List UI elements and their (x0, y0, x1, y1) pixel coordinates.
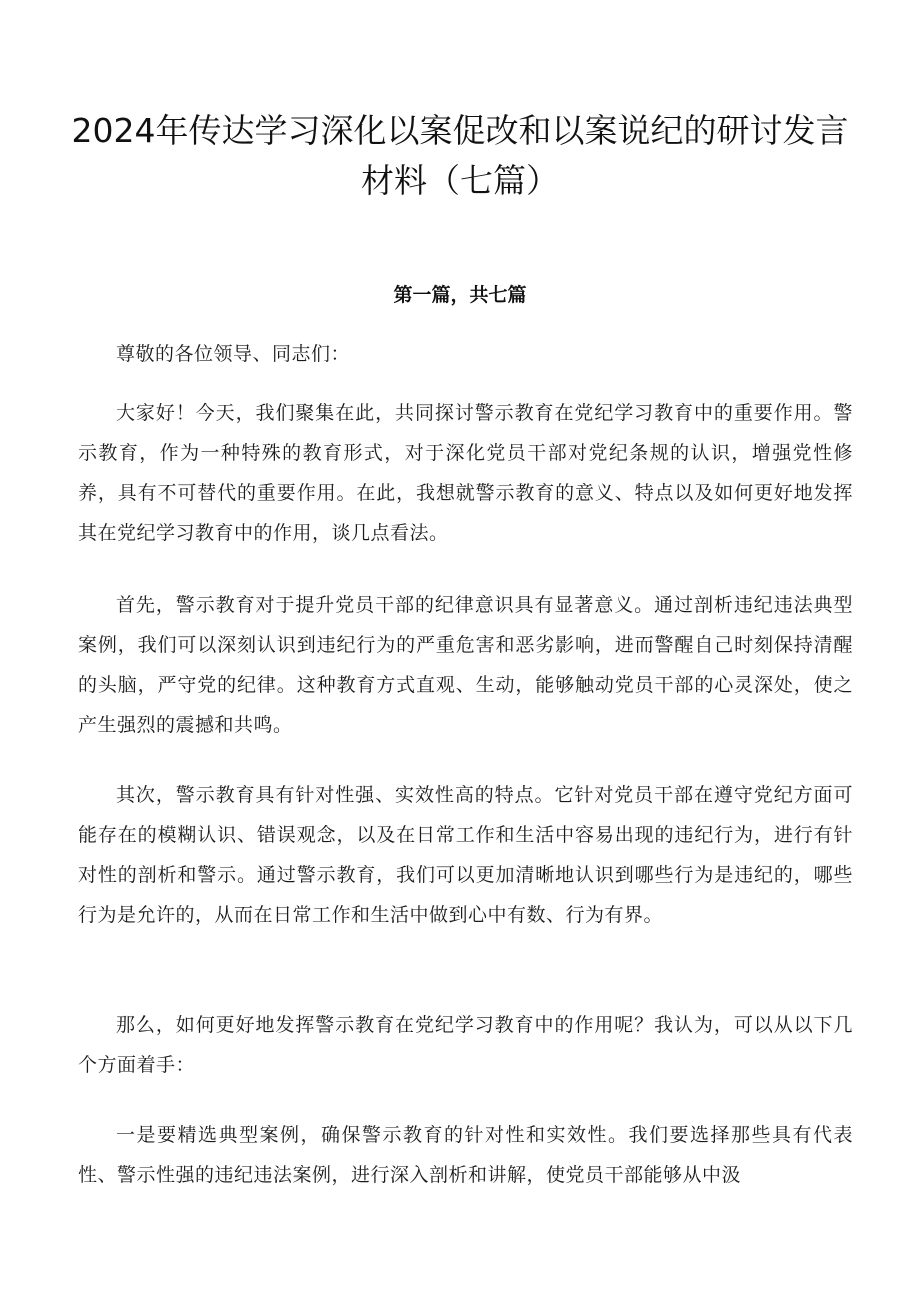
paragraph: 那么，如何更好地发挥警示教育在党纪学习教育中的作用呢？我认为，可以从以下几个方面着手： (78, 1014, 853, 1076)
paragraph: 首先，警示教育对于提升党员干部的纪律意识具有显著意义。通过剖析违纪违法典型案例，我们可以深刻认识到违纪行为的严重危害和恶劣影响，进而警醒自己时刻保持清醒的头脑，严守党的纪律。这种教育方式直观、生动，能够触动党员干部的心灵深处，使之产生强烈的震撼和共鸣。 (78, 594, 853, 736)
paragraph: 其次，警示教育具有针对性强、实效性高的特点。它针对党员干部在遵守党纪方面可能存在的模糊认识、错误观念，以及在日常工作和生活中容易出现的违纪行为，进行有针对性的剖析和警示。通过警示教育，我们可以更加清晰地认识到哪些行为是违纪的，哪些行为是允许的，从而在日常工作和生活中做到心中有数、行为有界。 (78, 784, 853, 926)
document-title: 2024年传达学习深化以案促改和以案说纪的研讨发言材料（七篇） (71, 111, 849, 200)
paragraph: 一是要精选典型案例，确保警示教育的针对性和实效性。我们要选择那些具有代表性、警示性强的违纪违法案例，进行深入剖析和讲解，使党员干部能够从中汲 (78, 1124, 853, 1186)
greeting: 尊敬的各位领导、同志们： (116, 343, 351, 365)
paragraph: 大家好！今天，我们聚集在此，共同探讨警示教育在党纪学习教育中的重要作用。警示教育，作为一种特殊的教育形式，对于深化党员干部对党纪条规的认识，增强党性修养，具有不可替代的重要作用。在此，我想就警示教育的意义、特点以及如何更好地发挥其在党纪学习教育中的作用，谈几点看法。 (78, 402, 853, 544)
section-heading: 第一篇，共七篇 (393, 284, 527, 306)
